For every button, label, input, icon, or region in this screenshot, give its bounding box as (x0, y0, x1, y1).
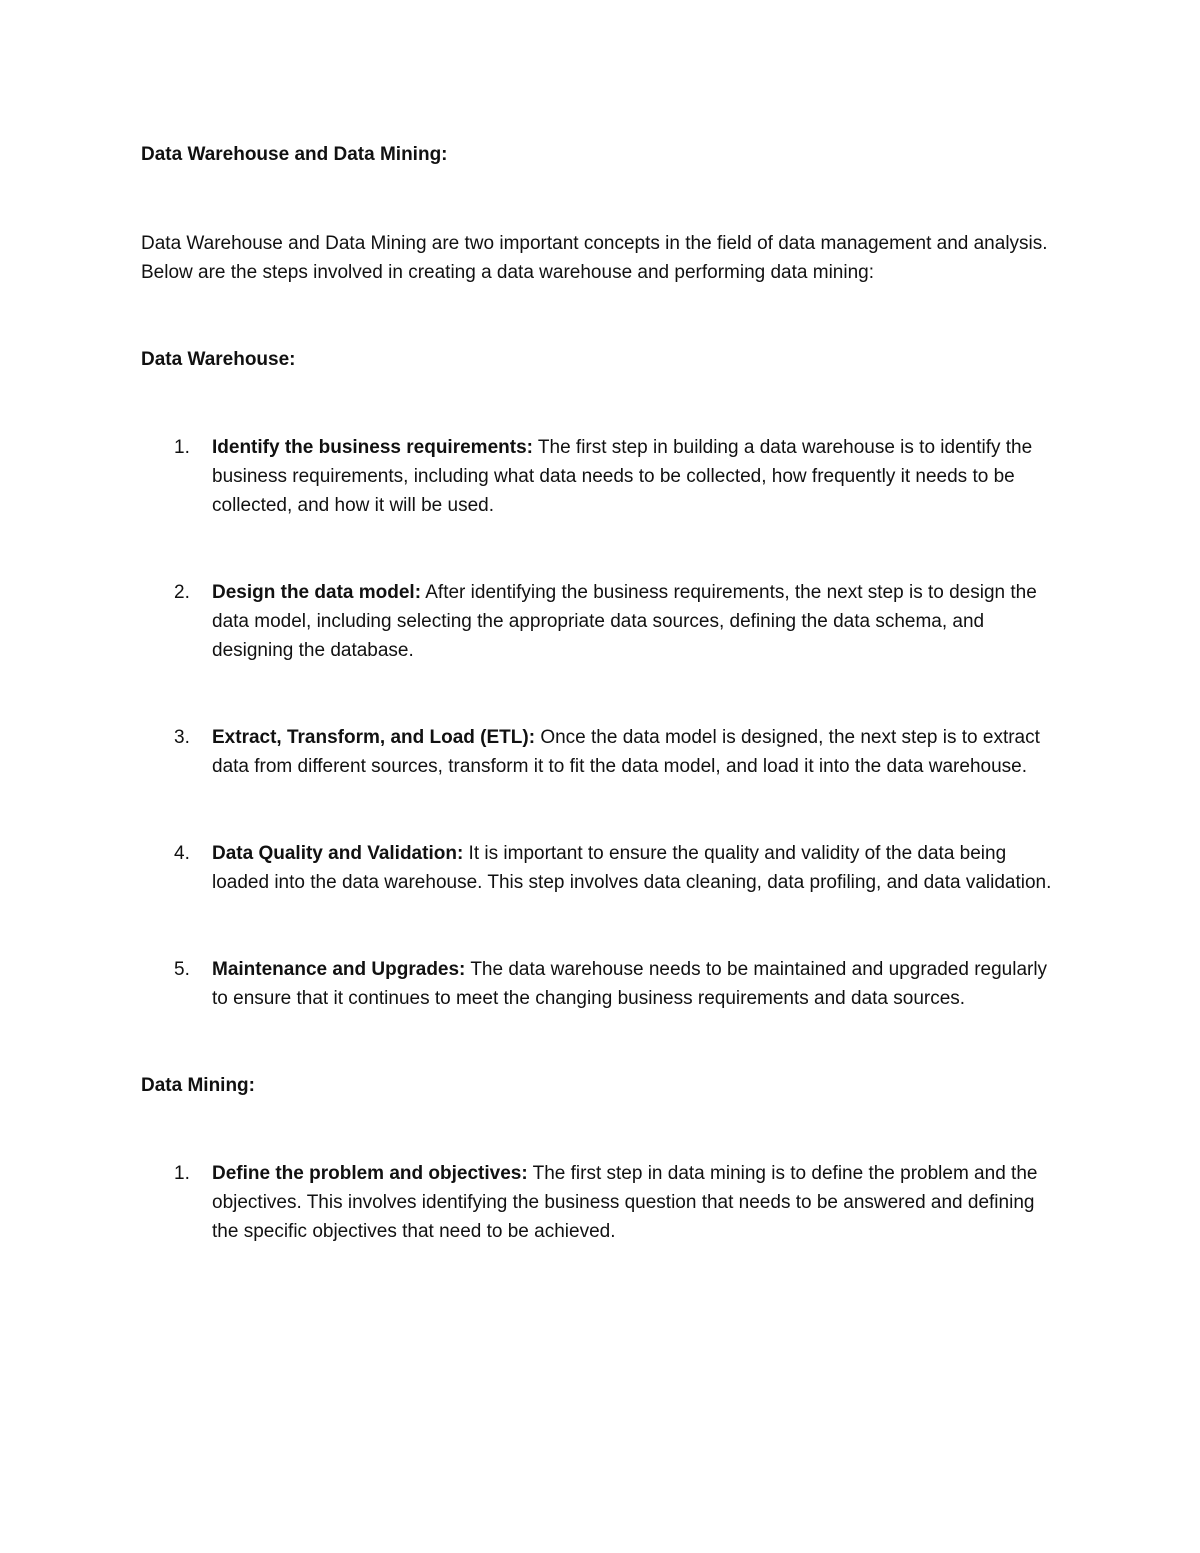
list-item-number: 4. (174, 843, 190, 864)
data-warehouse-steps-list (141, 433, 1061, 1013)
list-item (141, 723, 1061, 781)
list-item (141, 955, 1061, 1013)
list-item-number: 5. (174, 959, 190, 980)
spacer (141, 169, 1061, 229)
list-item-text: The first step in data mining is to define the problem and the objectives. This involves identifying the business question that needs to be answered and defining the specific objectives that need to be achieved. (212, 1163, 1038, 1242)
document-title: Data Warehouse and Data Mining: (141, 144, 448, 165)
spacer (141, 897, 1061, 955)
data-mining-steps-list (141, 1159, 1061, 1246)
section-heading-data-warehouse: Data Warehouse: (141, 349, 296, 370)
list-item-number: 3. (174, 727, 190, 748)
spacer (141, 665, 1061, 723)
list-item-number: 2. (174, 582, 190, 603)
list-item-text: The data warehouse needs to be maintained and upgraded regularly to ensure that it continues to meet the changing business requirements and data sources. (212, 959, 1048, 1009)
section-heading-data-mining: Data Mining: (141, 1075, 255, 1096)
list-item-term: Extract, Transform, and Load (ETL): (212, 727, 536, 748)
list-item-term: Design the data model: (212, 582, 422, 603)
spacer (141, 520, 1061, 578)
list-item (141, 433, 1061, 520)
intro-paragraph: Data Warehouse and Data Mining are two important concepts in the field of data management and analysis. Below are the steps involved in creating a data warehouse and performing data mining: (141, 233, 1048, 283)
spacer (141, 781, 1061, 839)
list-item-text: After identifying the business requirements, the next step is to design the data model, including selecting the appropriate data sources, defining the data schema, and designing the database. (212, 582, 1037, 661)
list-item (141, 578, 1061, 665)
spacer (141, 1100, 1061, 1159)
list-item (141, 1159, 1061, 1246)
document-body (141, 140, 1061, 1246)
list-item-term: Data Quality and Validation: (212, 843, 464, 864)
spacer (141, 1013, 1061, 1071)
list-item-text: It is important to ensure the quality and validity of the data being loaded into the data warehouse. This step involves data cleaning, data profiling, and data validation. (212, 843, 1052, 893)
list-item-number: 1. (174, 437, 190, 458)
list-item (141, 839, 1061, 897)
list-item-term: Identify the business requirements: (212, 437, 533, 458)
spacer (141, 287, 1061, 345)
list-item-number: 1. (174, 1163, 190, 1184)
list-item-term: Define the problem and objectives: (212, 1163, 528, 1184)
list-item-text: The first step in building a data warehouse is to identify the business requirements, including what data needs to be collected, how frequently it needs to be collected, and how it will be used. (212, 437, 1033, 516)
list-item-term: Maintenance and Upgrades: (212, 959, 466, 980)
list-item-text: Once the data model is designed, the next step is to extract data from different sources, transform it to fit the data model, and load it into the data warehouse. (212, 727, 1040, 777)
spacer (141, 374, 1061, 433)
